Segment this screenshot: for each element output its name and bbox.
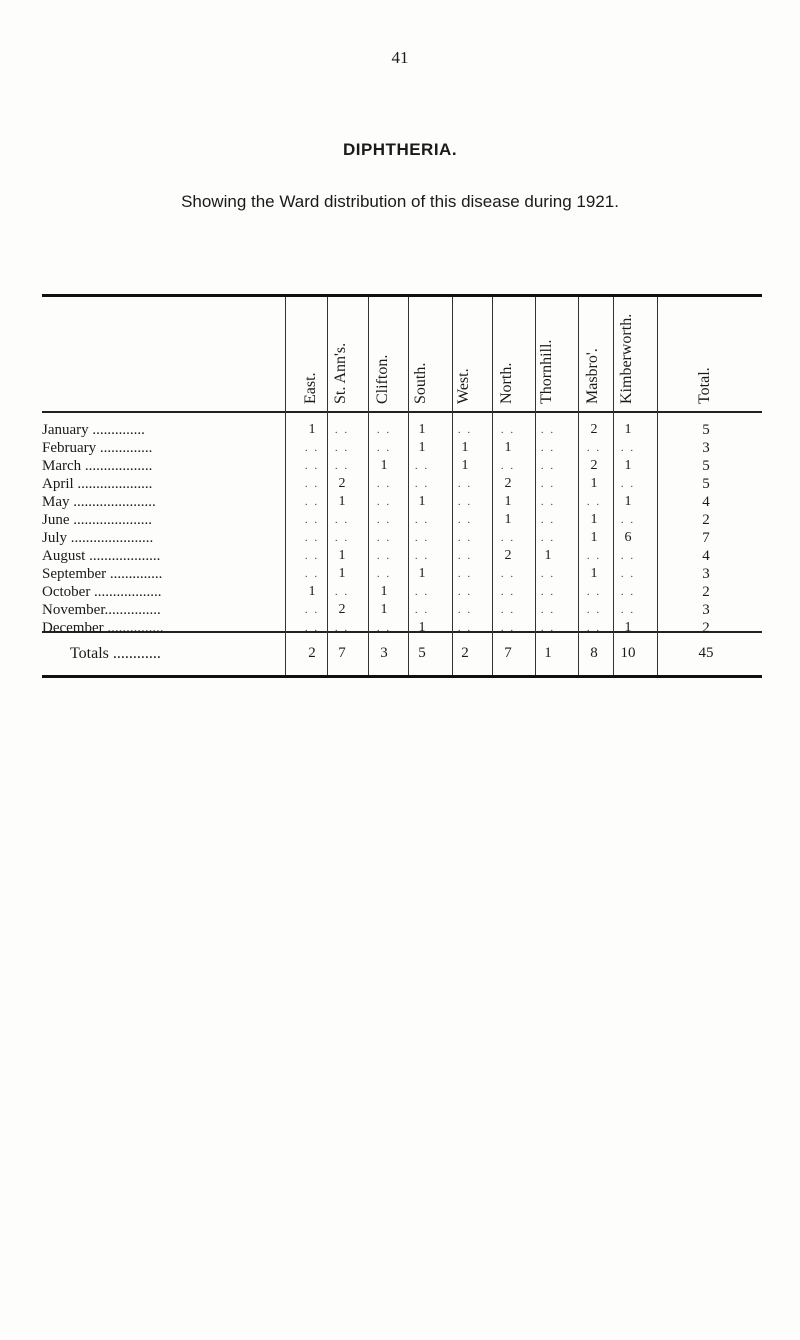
table-cell: . . <box>540 622 556 634</box>
table-cell: 2 <box>702 620 710 636</box>
table-cell: . . <box>586 496 602 508</box>
column-header: North. <box>498 362 515 404</box>
totals-cell: 2 <box>461 645 469 661</box>
page-number: 41 <box>391 48 409 67</box>
column-header: West. <box>455 368 472 404</box>
table-cell: . . <box>304 568 320 580</box>
table-cell: 2 <box>590 422 598 437</box>
table-cell: . . <box>304 514 320 526</box>
table-cell: 4 <box>702 494 710 510</box>
table-cell: . . <box>376 568 392 580</box>
table-cell: . . <box>376 424 392 436</box>
table-cell: . . <box>457 586 473 598</box>
table-cell: . . <box>586 622 602 634</box>
table-cell: . . <box>304 442 320 454</box>
column-header: South. <box>412 362 429 404</box>
table-cell: . . <box>540 586 556 598</box>
table-cell: . . <box>500 604 516 616</box>
column-header: East. <box>302 372 319 404</box>
table-cell: . . <box>500 568 516 580</box>
table-cell: 2 <box>504 548 512 563</box>
row-label: August ................... <box>42 548 161 564</box>
table-cell: . . <box>457 532 473 544</box>
table-cell: . . <box>334 622 350 634</box>
table-cell: . . <box>334 586 350 598</box>
table-cell: . . <box>334 424 350 436</box>
totals-cell: 7 <box>504 645 512 661</box>
page-title: DIPHTHERIA. <box>342 140 458 159</box>
table-cell: . . <box>304 550 320 562</box>
table-cell: 5 <box>702 422 710 438</box>
table-cell: 1 <box>624 458 632 473</box>
table-cell: 1 <box>338 548 346 563</box>
column-header: Kimberworth. <box>618 313 635 404</box>
table-cell: 2 <box>702 512 710 528</box>
table-top-rule <box>42 294 762 297</box>
table-cell: . . <box>586 604 602 616</box>
table-cell: . . <box>540 424 556 436</box>
table-cell: . . <box>620 604 636 616</box>
row-label: March .................. <box>42 458 153 474</box>
table-cell: . . <box>334 460 350 472</box>
table-cell: . . <box>540 604 556 616</box>
table-cell: 1 <box>418 494 426 509</box>
table-cell: . . <box>500 532 516 544</box>
table-cell: 1 <box>624 422 632 437</box>
table-cell: 1 <box>624 494 632 509</box>
table-cell: 2 <box>338 476 346 491</box>
totals-cell: 2 <box>308 645 316 661</box>
column-divider <box>285 297 286 675</box>
table-cell: 4 <box>702 548 710 564</box>
totals-cell: 5 <box>418 645 426 661</box>
table-cell: . . <box>540 460 556 472</box>
table-cell: 1 <box>461 440 469 455</box>
column-header: Thornhill. <box>538 339 555 404</box>
table-cell: 2 <box>590 458 598 473</box>
row-label: September .............. <box>42 566 163 582</box>
table-cell: 5 <box>702 476 710 492</box>
table-cell: . . <box>540 496 556 508</box>
table-cell: . . <box>457 496 473 508</box>
row-label: February .............. <box>42 440 153 456</box>
row-label: May ...................... <box>42 494 156 510</box>
totals-cell: 3 <box>380 645 388 661</box>
table-cell: . . <box>500 460 516 472</box>
table-cell: . . <box>500 622 516 634</box>
row-label: October .................. <box>42 584 162 600</box>
row-label: December ............... <box>42 620 164 636</box>
table-cell: 1 <box>461 458 469 473</box>
row-label: April .................... <box>42 476 153 492</box>
table-cell: 1 <box>504 440 512 455</box>
row-label: July ...................... <box>42 530 154 546</box>
table-cell: 1 <box>380 458 388 473</box>
totals-cell: 8 <box>590 645 598 661</box>
table-cell: 1 <box>418 620 426 635</box>
table-cell: . . <box>500 586 516 598</box>
table-cell: . . <box>457 424 473 436</box>
column-divider <box>657 297 658 675</box>
table-cell: . . <box>620 514 636 526</box>
table-cell: . . <box>620 442 636 454</box>
table-cell: . . <box>500 424 516 436</box>
row-label: January .............. <box>42 422 145 438</box>
totals-label: Totals ............ <box>70 645 161 662</box>
table-cell: . . <box>414 478 430 490</box>
table-cell: . . <box>304 496 320 508</box>
table-bottom-rule <box>42 675 762 678</box>
column-header: St. Ann's. <box>332 342 349 404</box>
table-cell: . . <box>376 442 392 454</box>
row-label: June ..................... <box>42 512 152 528</box>
column-header: Total. <box>696 367 713 404</box>
table-cell: 3 <box>702 566 710 582</box>
table-cell: . . <box>586 586 602 598</box>
table-cell: . . <box>376 478 392 490</box>
table-cell: . . <box>414 586 430 598</box>
table-cell: . . <box>620 568 636 580</box>
table-cell: . . <box>334 514 350 526</box>
table-cell: . . <box>414 532 430 544</box>
table-cell: 1 <box>624 620 632 635</box>
table-cell: . . <box>304 604 320 616</box>
table-cell: . . <box>620 586 636 598</box>
table-cell: 6 <box>624 530 632 545</box>
table-cell: . . <box>457 568 473 580</box>
table-cell: 1 <box>308 422 316 437</box>
totals-cell: 1 <box>544 645 552 661</box>
table-cell: . . <box>457 514 473 526</box>
table-cell: . . <box>304 532 320 544</box>
table-cell: . . <box>540 442 556 454</box>
table-cell: . . <box>540 568 556 580</box>
table-cell: . . <box>540 478 556 490</box>
totals-cell: 45 <box>698 645 714 661</box>
table-cell: 1 <box>418 566 426 581</box>
table-cell: 2 <box>504 476 512 491</box>
table-cell: . . <box>586 442 602 454</box>
table-cell: 7 <box>702 530 710 546</box>
table-cell: . . <box>334 532 350 544</box>
table-cell: . . <box>376 550 392 562</box>
table-cell: . . <box>620 550 636 562</box>
table-cell: . . <box>376 514 392 526</box>
table-cell: . . <box>304 478 320 490</box>
page-subtitle: Showing the Ward distribution of this disease during 1921. <box>181 192 619 211</box>
table-cell: . . <box>414 460 430 472</box>
table-cell: . . <box>414 604 430 616</box>
table-cell: 1 <box>590 530 598 545</box>
table-cell: 1 <box>590 566 598 581</box>
table-cell: 1 <box>504 512 512 527</box>
table-cell: . . <box>414 550 430 562</box>
table-cell: 1 <box>338 566 346 581</box>
table-cell: . . <box>376 532 392 544</box>
table-cell: . . <box>457 604 473 616</box>
table-cell: 1 <box>504 494 512 509</box>
table-cell: 5 <box>702 458 710 474</box>
table-cell: 1 <box>338 494 346 509</box>
table-cell: 3 <box>702 440 710 456</box>
table-cell: 1 <box>418 422 426 437</box>
column-header: Masbro'. <box>584 348 601 404</box>
table-cell: . . <box>304 460 320 472</box>
table-cell: . . <box>457 550 473 562</box>
table-cell: . . <box>540 532 556 544</box>
table-cell: 3 <box>702 602 710 618</box>
table-cell: 1 <box>418 440 426 455</box>
table-cell: . . <box>376 496 392 508</box>
table-cell: . . <box>540 514 556 526</box>
table-cell: 2 <box>702 584 710 600</box>
table-cell: . . <box>457 478 473 490</box>
totals-cell: 7 <box>338 645 346 661</box>
table-cell: . . <box>334 442 350 454</box>
table-cell: . . <box>586 550 602 562</box>
table-cell: . . <box>620 478 636 490</box>
table-cell: . . <box>414 514 430 526</box>
totals-cell: 10 <box>620 645 636 661</box>
table-cell: 1 <box>380 602 388 617</box>
table-header-rule <box>42 411 762 413</box>
table-cell: 1 <box>590 512 598 527</box>
table-cell: 1 <box>590 476 598 491</box>
table-cell: . . <box>457 622 473 634</box>
table-cell: 1 <box>380 584 388 599</box>
table-cell: . . <box>376 622 392 634</box>
table-cell: 2 <box>338 602 346 617</box>
table-cell: 1 <box>544 548 552 563</box>
table-cell: 1 <box>308 584 316 599</box>
row-label: November............... <box>42 602 161 618</box>
column-header: Clifton. <box>374 354 391 404</box>
table-cell: . . <box>304 622 320 634</box>
